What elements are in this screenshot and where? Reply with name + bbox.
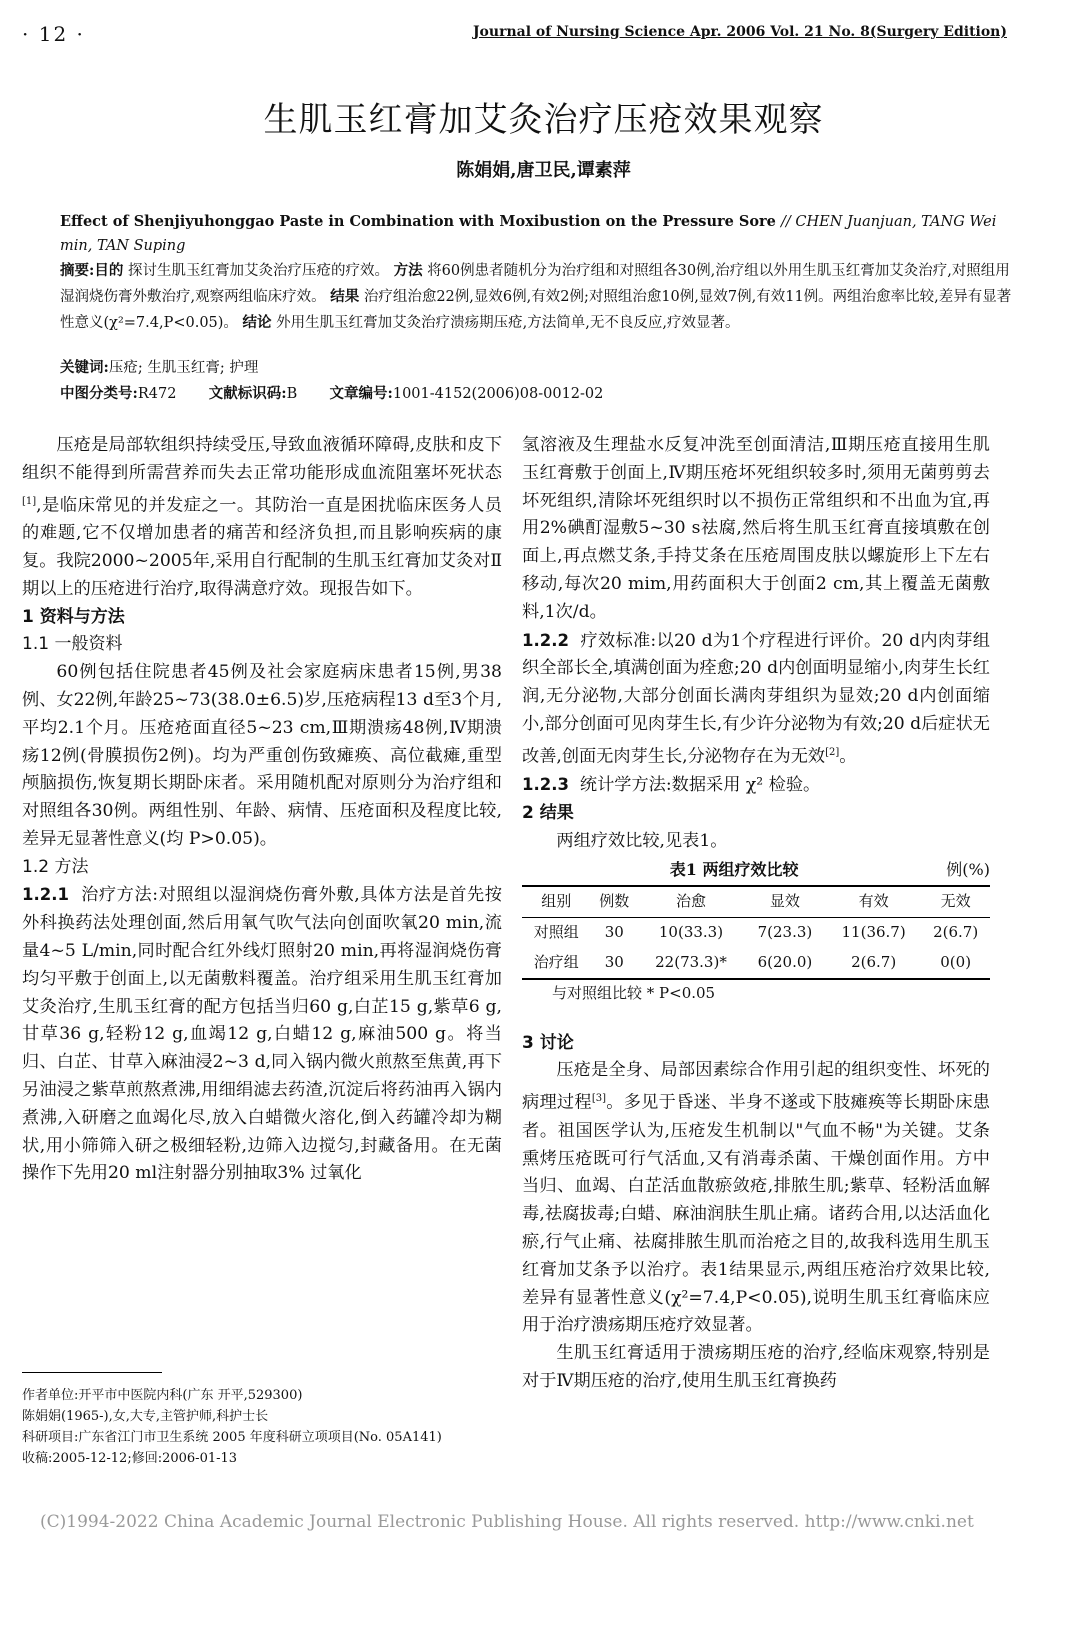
table-cell: 30: [591, 948, 639, 979]
section-1-2-2-ref: [2]: [825, 746, 840, 758]
section-1-2-2-paragraph: [522, 627, 990, 772]
result-label: 结果: [330, 288, 360, 305]
table-header: 显效: [744, 886, 826, 917]
footnote-affiliation: 作者单位:开平市中医院内科(广东 开平,529300): [22, 1388, 303, 1403]
section-1-2-3-label: 1.2.3: [522, 775, 569, 795]
footnotes: [22, 1385, 502, 1469]
keywords-label: 关键词:: [60, 359, 109, 376]
table-header: 治愈: [638, 886, 744, 917]
journal-header: Journal of Nursing Science Apr. 2006 Vol. 21 No. 8(Surgery Edition): [472, 24, 1007, 40]
section-1-2-2-text: 疗效标准:以20 d为1个疗程进行评价。20 d内肉芽组织全部长全,填满创面为痊愈;20 d内创面明显缩小,肉芽生长红润,无分泌物,大部分创面长满肉芽组织为显效;20 d内创面缩小,部分创面可见肉芽生长,有少许分泌物为有效;20 d后症状无改善,创面无肉芽生长,分泌物存在为无效: [522, 630, 990, 767]
footnote-project: 科研项目:广东省江门市卫生系统 2005 年度科研立项项目(No. 05A141): [22, 1430, 442, 1445]
table-header-row: [522, 886, 990, 917]
table-cell: 2(6.7): [933, 923, 979, 942]
intro-text-2: ,是临床常见的并发症之一。其防治一直是困扰临床医务人员的难题,它不仅增加患者的痛苦和经济负担,而且影响疾病的康复。我院2000~2005年,采用自行配制的生肌玉红膏加艾灸对Ⅱ期以上的压疮进行治疗,取得满意疗效。现报告如下。: [22, 495, 502, 599]
discussion-paragraph-2: 生肌玉红膏适用于溃疡期压疮的治疗,经临床观察,特别是对于Ⅳ期压疮的治疗,使用生肌玉红膏换药: [522, 1343, 990, 1391]
article-label: 文章编号:: [329, 385, 393, 402]
article-title: 生肌玉红膏加艾灸治疗压疮效果观察: [263, 100, 824, 140]
page-number: · 12 ·: [22, 22, 85, 46]
table-caption-row: [522, 856, 990, 884]
footnote-author: 陈娟娟(1965-),女,大专,主管护师,科护士长: [22, 1409, 269, 1424]
table-cell: 2(6.7): [826, 948, 921, 979]
section-1-2-3-paragraph: [522, 771, 990, 800]
table-caption: 表1 两组疗效比较: [669, 859, 799, 879]
method-label: 方法: [393, 262, 423, 279]
table-header: 组别: [522, 886, 591, 917]
section-1-2-1-label: 1.2.1: [22, 885, 69, 905]
table-cell: 10(33.3): [658, 923, 724, 942]
clc-label: 中图分类号:: [60, 385, 138, 402]
table-header: 有效: [826, 886, 921, 917]
right-column: [522, 432, 990, 1396]
english-title-text: Effect of Shenjiyuhonggao Paste in Combination with Moxibustion on the Pressure Sore: [60, 213, 776, 230]
results-table: [522, 885, 990, 979]
section-1-2-1-text: 治疗方法:对照组以湿润烧伤膏外敷,具体方法是首先按外科换药法处理创面,然后用氧气吹气法向创面吹氧20 min,流量4~5 L/min,同时配合红外线灯照射20 min,再将湿润烧伤膏均匀平敷于创面上,以无菌敷料覆盖。治疗组采用生肌玉红膏加艾灸治疗,生肌玉红膏的配方包括当归60 g,白芷15 g,紫草6 g,甘草36 g,轻粉12 g,血竭12 g,白蜡12 g,麻油500 g。将当归、白芷、甘草入麻油浸2~3 d,同入锅内微火煎熬至焦黄,再下另油浸之紫草煎熬煮沸,用细绢滤去药渣,沉淀后将药油再入锅内煮沸,入研磨之血竭化尽,放入白蜡微火溶化,倒入药罐冷却为糊状,用小筛筛入研之极细轻粉,边筛入边搅匀,封藏备用。在无菌操作下先用20 ml注射器分别抽取3% 过氧化: [22, 885, 502, 1184]
section-1-2-2-end: 。: [839, 746, 857, 767]
section-1-2-1-paragraph: [22, 881, 502, 1188]
table-header: 例数: [591, 886, 639, 917]
english-authors: // CHEN Juanjuan, TANG Wei min, TAN Suping: [60, 214, 997, 254]
table-row: [522, 918, 990, 948]
keywords: [60, 356, 1020, 377]
footnote-rule: [22, 1372, 162, 1373]
table-header: 无效: [921, 886, 990, 917]
continued-paragraph: 氢溶液及生理盐水反复冲洗至创面清洁,Ⅲ期压疮直接用生肌玉红膏敷于创面上,Ⅳ期压疮坏死组织较多时,须用无菌剪剪去坏死组织,清除坏死组织时以不损伤正常组织和不出血为宜,再用2%碘酊湿敷5~30 s祛腐,然后将生肌玉红膏直接填敷在创面上,再点燃艾条,手持艾条在压疮周围皮肤以螺旋形上下左右移动,每次20 mim,用药面积大于创面2 cm,其上覆盖无菌敷料,1次/d。: [522, 435, 990, 622]
abstract: [60, 258, 1020, 336]
conclusion-text: 外用生肌玉红膏加艾灸治疗溃疡期压疮,方法简单,无不良反应,疗效显著。: [276, 315, 740, 331]
result-text: 治疗组治愈22例,显效6例,有效2例;对照组治愈10例,显效7例,有效11例。两组治愈率比较,差异有显著性意义(χ²=7.4,P<0.05)。: [60, 289, 1012, 331]
doc-value: B: [286, 386, 298, 402]
table-note: 与对照组比较 * P<0.05: [552, 983, 716, 1002]
objective-label: 目的: [94, 262, 124, 279]
discussion-text-2: 。多见于昏迷、半身不遂或下肢瘫痪等长期卧床患者。祖国医学认为,压疮发生机制以"气血不畅"为关键。艾条熏烤压疮既可行气活血,又有消毒杀菌、干燥创面作用。方中当归、血竭、白芷活血散瘀敛疮,排脓生肌;紫草、轻粉活血解毒,祛腐拔毒;白蜡、麻油润肤生肌止痛。诸药合用,以达活血化瘀,行气止痛、祛腐排脓生肌而治疮之目的,故我科选用生肌玉红膏加艾条予以治疗。表1结果显示,两组压疮治疗效果比较,差异有显著性意义(χ²=7.4,P<0.05),说明生肌玉红膏临床应用于治疗溃疡期压疮疗效显著。: [522, 1093, 990, 1336]
left-column: [22, 432, 502, 1188]
english-title: [60, 210, 1020, 258]
discussion-text: 压疮是全身、局部因素综合作用引起的组织变性、坏死的病理过程: [522, 1060, 990, 1113]
classification: [60, 382, 1020, 403]
section-2-heading: 2 结果: [522, 803, 574, 824]
objective-text: 探讨生肌玉红膏加艾灸治疗压疮的疗效。: [127, 263, 389, 279]
footnote-dates: 收稿:2005-12-12;修回:2006-01-13: [22, 1451, 238, 1466]
article-authors: 陈娟娟,唐卫民,谭素萍: [456, 160, 631, 181]
table-cell: 22(73.3)*: [638, 948, 744, 979]
table-cell: 0(0): [921, 948, 990, 979]
section-1-2-heading: 1.2 方法: [22, 856, 89, 877]
table-cell: 7(23.3): [757, 923, 813, 942]
section-1-1-paragraph: 60例包括住院患者45例及社会家庭病床患者15例,男38例、女22例,年龄25~73(38.0±6.5)岁,压疮病程13 d至3个月,平均2.1个月。压疮疮面直径5~23 cm,Ⅲ期溃疡48例,Ⅳ期溃疡12例(骨膜损伤2例)。均为严重创伤致瘫痪、高位截瘫,重型颅脑损伤,恢复期长期卧床者。采用随机配对原则分为治疗组和对照组各30例。两组性别、年龄、病情、压疮面积及程度比较,差异无显著性意义(均 P>0.05)。: [22, 662, 502, 849]
table-cell: 对照组: [533, 923, 579, 942]
table-row: [522, 948, 990, 979]
table-cell: 治疗组: [522, 948, 591, 979]
table-cell: 30: [604, 923, 624, 942]
section-1-2-3-text: 统计学方法:数据采用 χ² 检验。: [579, 775, 821, 796]
section-1-heading: 1 资料与方法: [22, 606, 125, 627]
table-unit: 例(%): [946, 859, 990, 879]
copyright-watermark: (C)1994-2022 China Academic Journal Electronic Publishing House. All rights reserved. http://www.cnki.net: [40, 1512, 974, 1532]
article-value: 1001-4152(2006)08-0012-02: [392, 386, 604, 402]
table-cell: 11(36.7): [841, 923, 906, 942]
section-2-paragraph: 两组疗效比较,见表1。: [556, 830, 728, 851]
discussion-paragraph: [522, 1057, 990, 1340]
section-1-1-heading: 1.1 一般资料: [22, 634, 123, 655]
intro-text: 压疮是局部软组织持续受压,导致血液循环障碍,皮肤和皮下组织不能得到所需营养而失去正常功能形成血流阻塞坏死状态: [22, 435, 502, 483]
section-3-heading: 3 讨论: [522, 1032, 574, 1053]
clc-value: R472: [137, 386, 177, 402]
conclusion-label: 结论: [242, 314, 272, 331]
table-cell: 6(20.0): [744, 948, 826, 979]
section-1-2-2-label: 1.2.2: [522, 630, 569, 650]
intro-paragraph: [22, 432, 502, 604]
discussion-ref: [3]: [591, 1093, 606, 1105]
keywords-text: 压疮; 生肌玉红膏; 护理: [108, 360, 259, 376]
abstract-label: 摘要:: [60, 262, 95, 279]
method-text: 将60例患者随机分为治疗组和对照组各30例,治疗组以外用生肌玉红膏加艾灸治疗,对照组用湿润烧伤膏外敷治疗,观察两组临床疗效。: [60, 263, 1010, 305]
intro-ref: [1]: [22, 495, 37, 507]
doc-label: 文献标识码:: [208, 385, 287, 402]
